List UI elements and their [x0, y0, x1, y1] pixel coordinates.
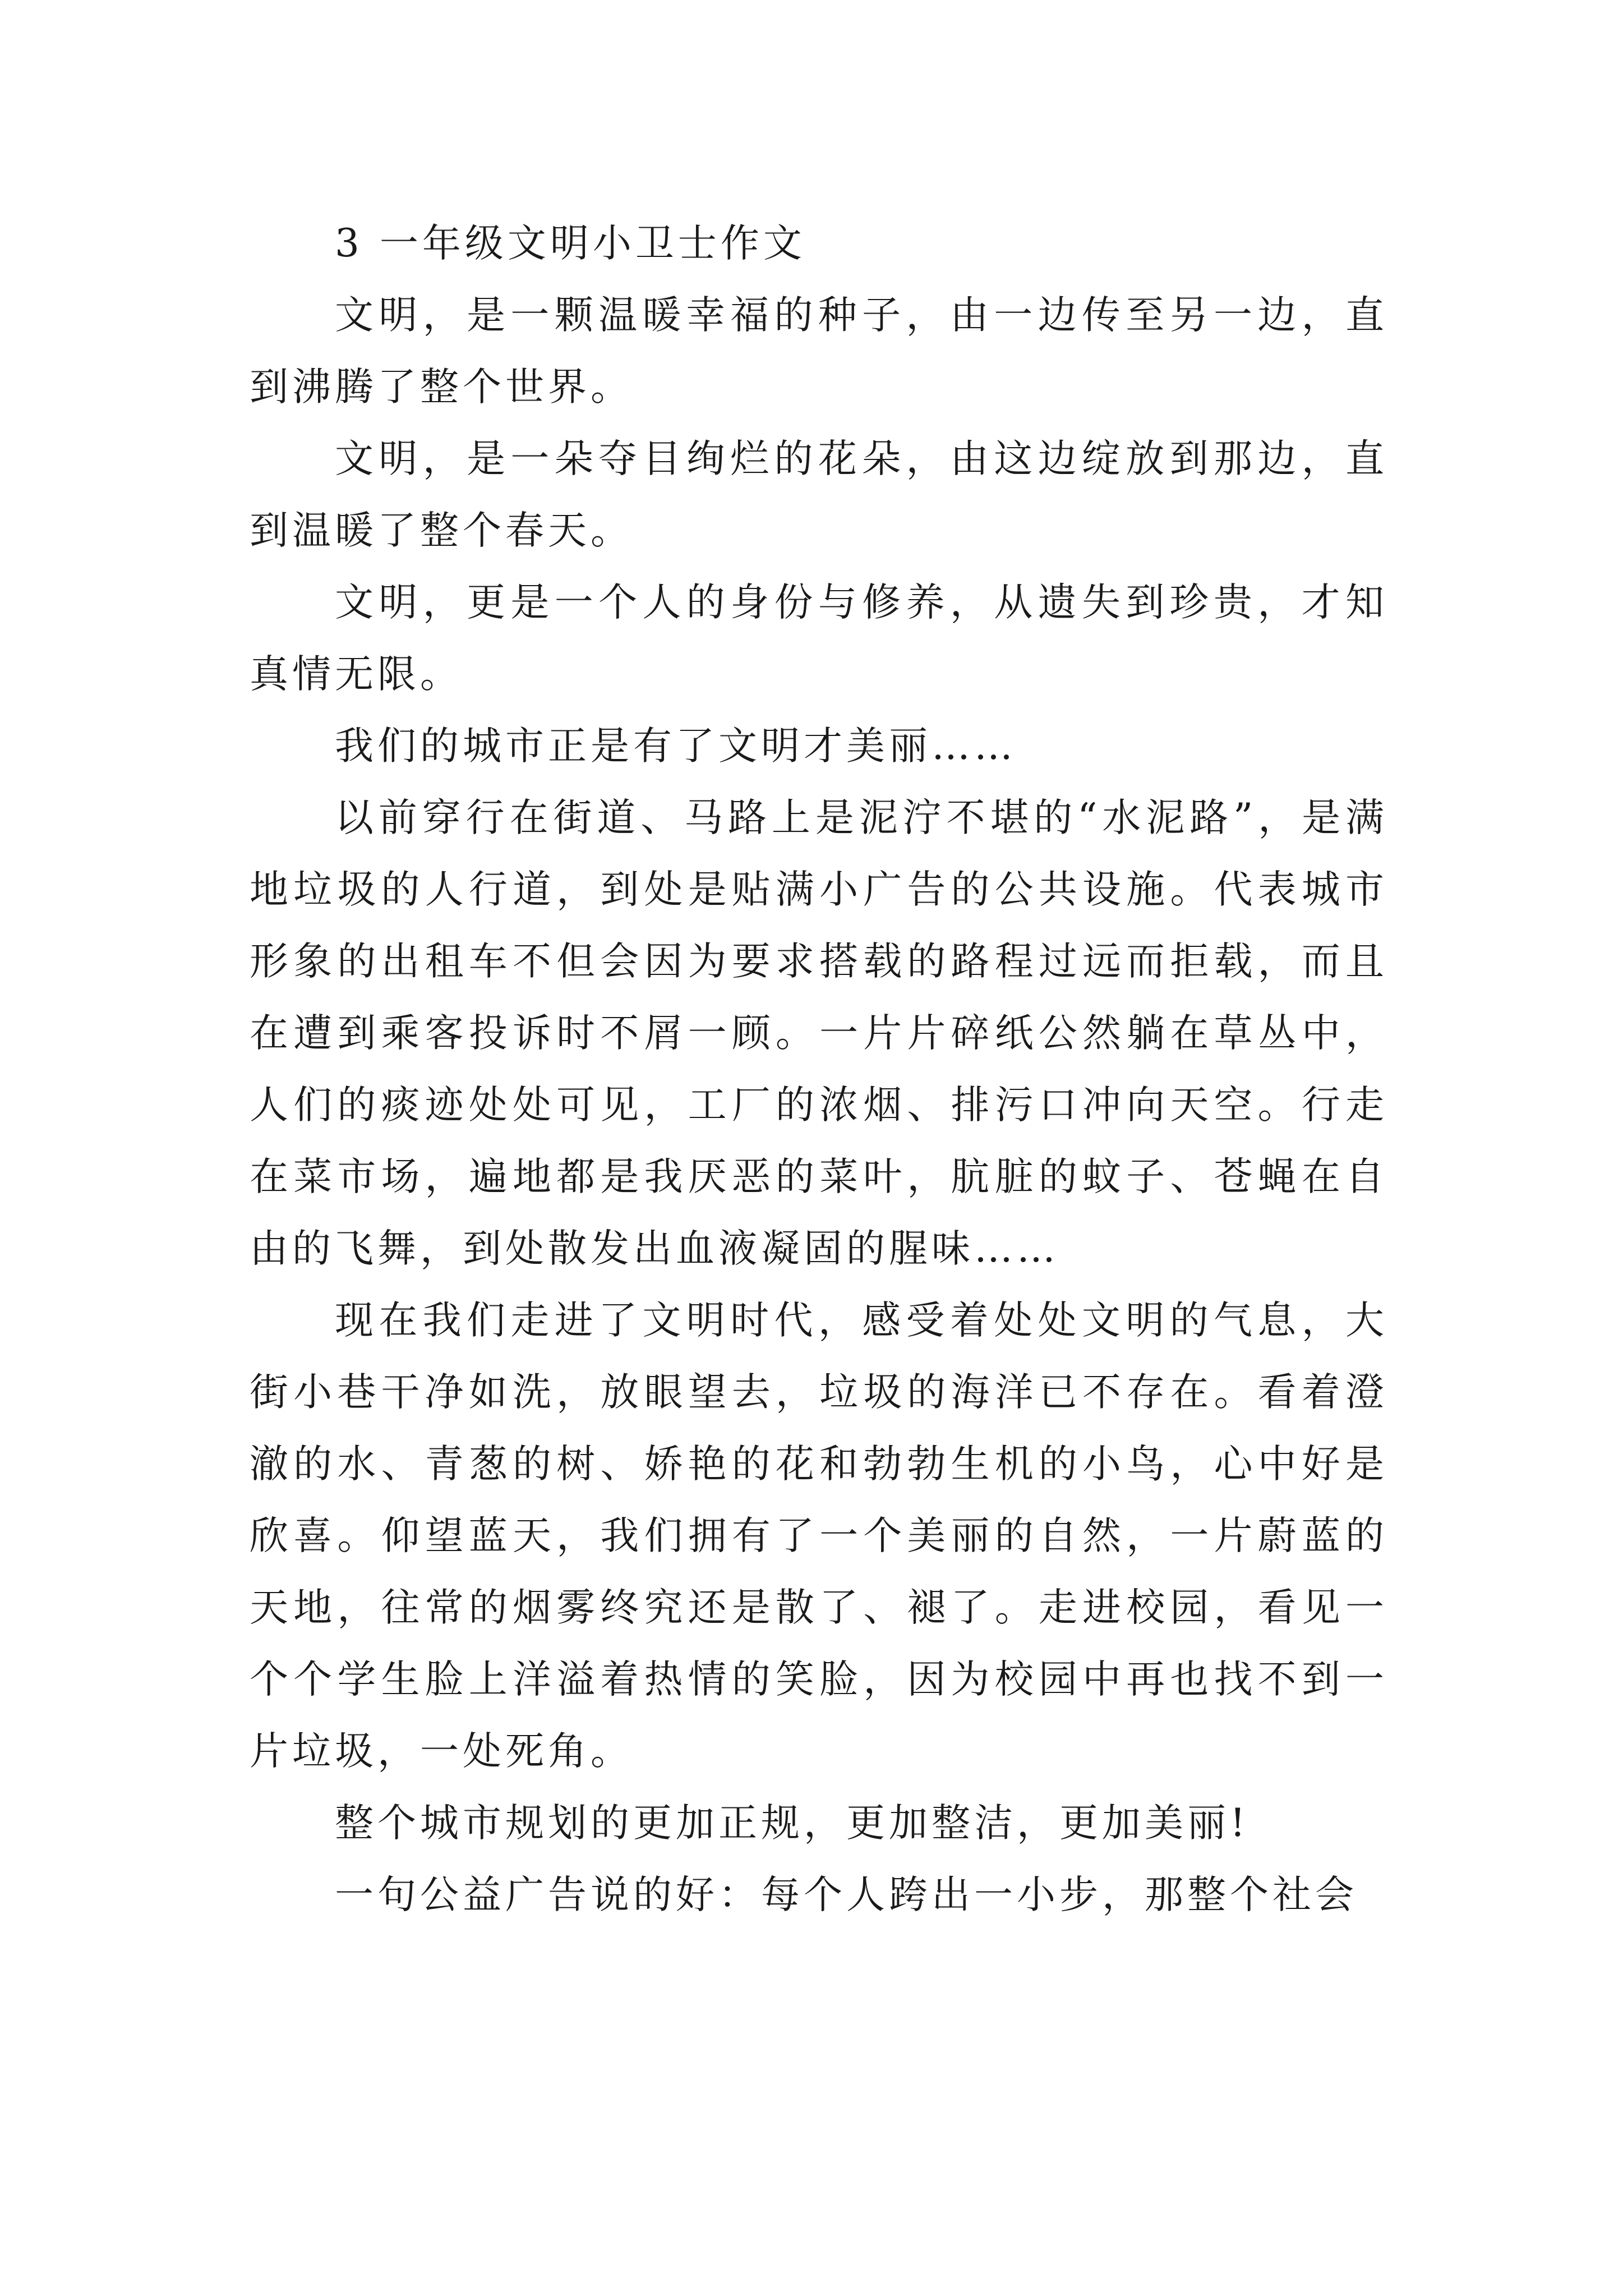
paragraph-2: 文明，是一朵夺目绚烂的花朵，由这边绽放到那边，直到温暖了整个春天。	[250, 436, 1388, 553]
paragraph-8: 一句公益广告说的好：每个人跨出一小步，那整个社会	[335, 1872, 1358, 1917]
paragraph-7: 整个城市规划的更加正规，更加整洁，更加美丽!	[335, 1801, 1249, 1846]
essay-title: 3 一年级文明小卫士作文	[335, 221, 806, 266]
paragraph-5: 以前穿行在街道、马路上是泥泞不堪的“水泥路”，是满地垃圾的人行道，到处是贴满小广告的公共设施。代表城市形象的出租车不但会因为要求搭载的路程过远而拒载，而且在遭到乘客投诉时不屑一顾。一片片碎纸公然躺在草丛中，人们的痰迹处处可见，工厂的浓烟、排污口冲向天空。行走在菜市场，遍地都是我厌恶的菜叶，肮脏的蚊子、苍蝇在自由的飞舞，到处散发出血液凝固的腥味……	[250, 795, 1388, 1271]
document-body	[250, 208, 1388, 1931]
paragraph-1: 文明，是一颗温暖幸福的种子，由一边传至另一边，直到沸腾了整个世界。	[250, 293, 1388, 409]
paragraph-4: 我们的城市正是有了文明才美丽……	[335, 724, 1017, 769]
paragraph-6: 现在我们走进了文明时代，感受着处处文明的气息，大街小巷干净如洗，放眼望去，垃圾的海洋已不存在。看着澄澈的水、青葱的树、娇艳的花和勃勃生机的小鸟，心中好是欣喜。仰望蓝天，我们拥有了一个美丽的自然，一片蔚蓝的天地，往常的烟雾终究还是散了、褪了。走进校园，看见一个个学生脸上洋溢着热情的笑脸，因为校园中再也找不到一片垃圾，一处死角。	[250, 1298, 1388, 1774]
paragraph-3: 文明，更是一个人的身份与修养，从遗失到珍贵，才知真情无限。	[250, 580, 1388, 697]
